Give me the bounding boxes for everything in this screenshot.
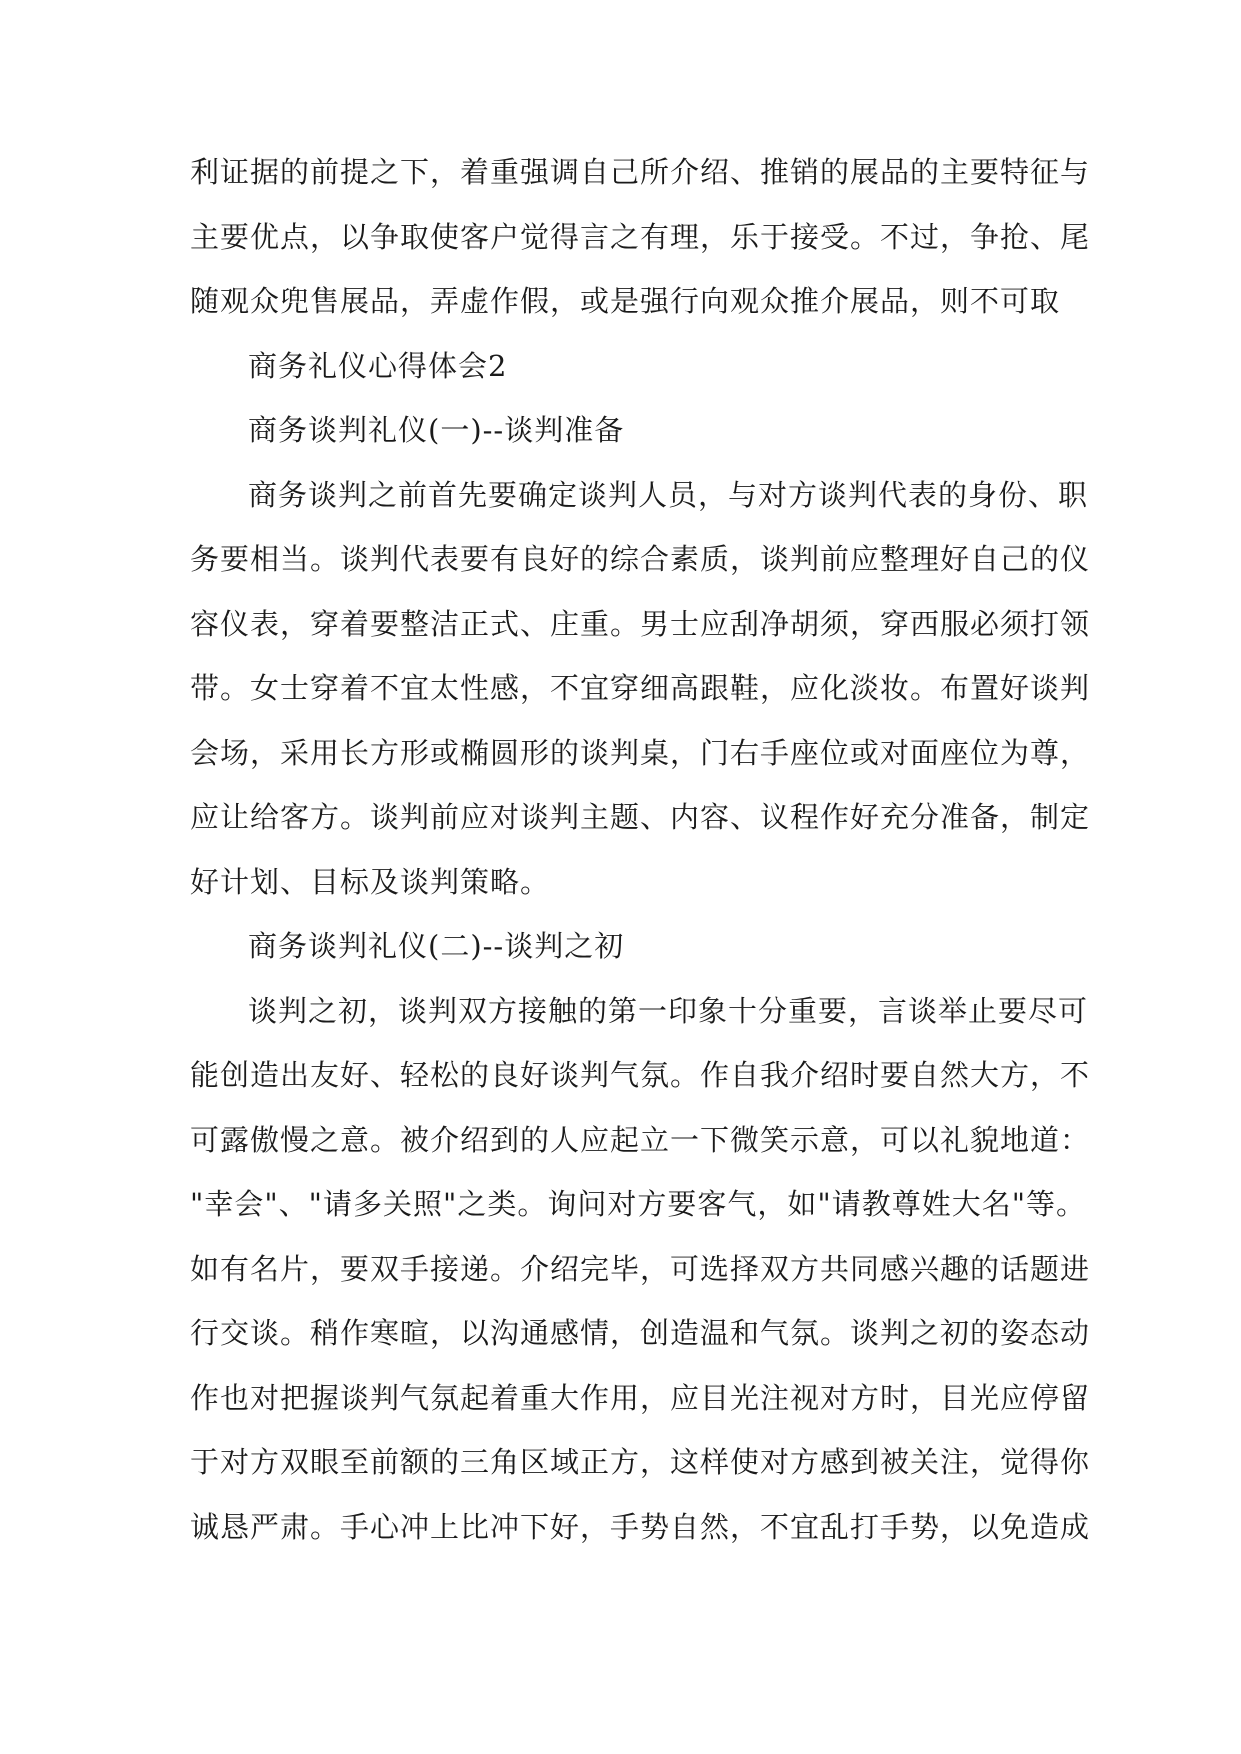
text-line: 好计划、目标及谈判策略。 [190, 864, 551, 899]
text-line: 于对方双眼至前额的三角区域正方，这样使对方感到被关注，觉得你 [190, 1445, 1091, 1479]
text-line: 能创造出友好、轻松的良好谈判气氛。作自我介绍时要自然大方，不 [190, 1058, 1091, 1092]
text-line: 可露傲慢之意。被介绍到的人应起立一下微笑示意，可以礼貌地道： [190, 1122, 1091, 1157]
section-heading: 商务谈判礼仪(一)--谈判准备 [248, 413, 625, 447]
text-line: 行交谈。稍作寒暄，以沟通感情，创造温和气氛。谈判之初的姿态动 [190, 1316, 1091, 1350]
text-line: 容仪表，穿着要整洁正式、庄重。男士应刮净胡须，穿西服必须打领 [190, 606, 1091, 641]
text-line: 作也对把握谈判气氛起着重大作用，应目光注视对方时，目光应停留 [190, 1380, 1091, 1415]
section-title: 商务礼仪心得体会2 [248, 348, 508, 383]
paragraph-start: 谈判之初，谈判双方接触的第一印象十分重要，言谈举止要尽可 [248, 993, 1089, 1028]
section-heading: 商务谈判礼仪(二)--谈判之初 [248, 929, 625, 963]
text-line: 利证据的前提之下，着重强调自己所介绍、推销的展品的主要特征与 [190, 155, 1091, 189]
text-line: "幸会"、"请多关照"之类。询问对方要客气，如"请教尊姓大名"等。 [190, 1187, 1087, 1221]
text-line: 会场，采用长方形或椭圆形的谈判桌，门右手座位或对面座位为尊， [190, 735, 1091, 770]
document-body [190, 140, 1091, 1559]
paragraph-start: 商务谈判之前首先要确定谈判人员，与对方谈判代表的身份、职 [248, 477, 1089, 512]
text-line: 带。女士穿着不宜太性感，不宜穿细高跟鞋，应化淡妆。布置好谈判 [190, 671, 1091, 705]
text-line: 务要相当。谈判代表要有良好的综合素质，谈判前应整理好自己的仪 [190, 542, 1091, 576]
text-line: 应让给客方。谈判前应对谈判主题、内容、议程作好充分准备，制定 [190, 800, 1091, 834]
text-line: 诚恳严肃。手心冲上比冲下好，手势自然，不宜乱打手势，以免造成 [190, 1509, 1091, 1544]
text-line: 如有名片，要双手接递。介绍完毕，可选择双方共同感兴趣的话题进 [190, 1251, 1091, 1286]
text-line: 主要优点，以争取使客户觉得言之有理，乐于接受。不过，争抢、尾 [190, 219, 1091, 254]
text-line: 随观众兜售展品，弄虚作假，或是强行向观众推介展品，则不可取 [190, 284, 1061, 318]
